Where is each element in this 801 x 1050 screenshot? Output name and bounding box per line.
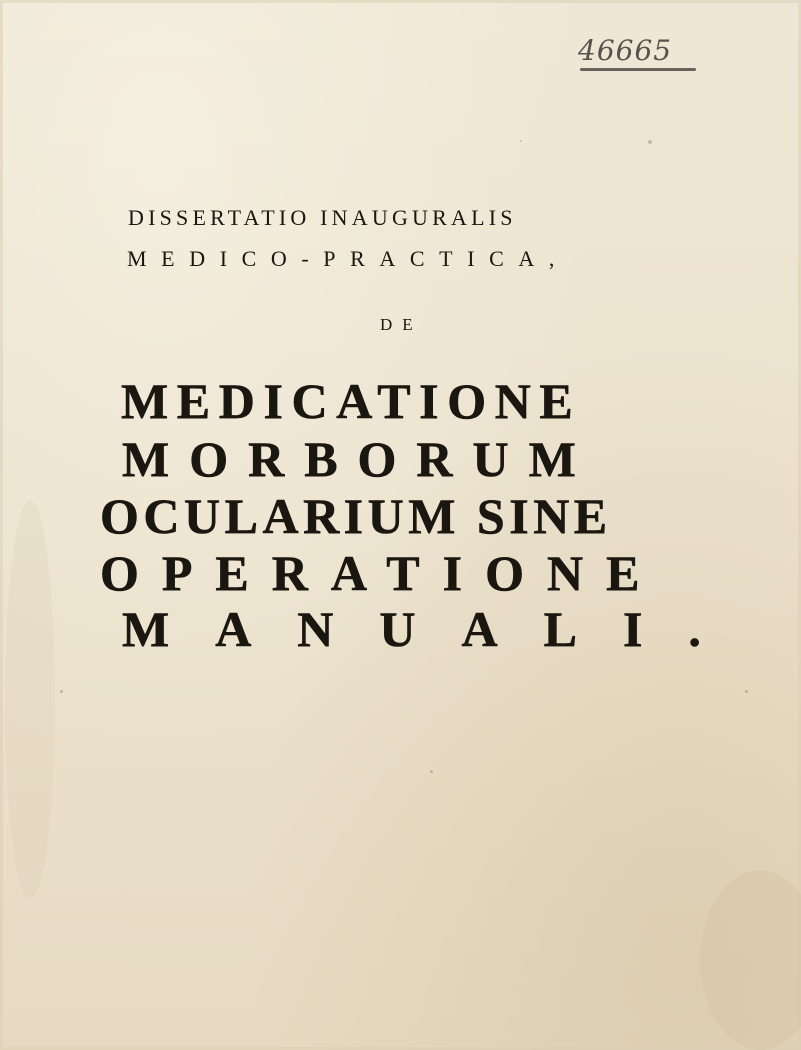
subject-line-operatione: OPERATIONE xyxy=(100,545,663,601)
paper-speck xyxy=(745,690,748,693)
title-line-de: DE xyxy=(380,315,423,334)
subject-line-medicatione: MEDICATIONE xyxy=(121,373,582,429)
title-line-medico-practica: MEDICO-PRACTICA, xyxy=(127,246,569,271)
shelfmark-underline xyxy=(580,68,696,71)
subject-line-manuali: MANUALI. xyxy=(122,601,747,657)
paper-speck xyxy=(520,140,522,142)
paper-speck xyxy=(60,690,63,693)
subject-line-morborum: MORBORUM xyxy=(122,431,596,487)
paper-speck xyxy=(430,770,433,773)
subject-line-ocularium-sine: OCULARIUM SINE xyxy=(100,488,612,544)
paper-speck xyxy=(648,140,652,144)
title-line-dissertatio: DISSERTATIO INAUGURALIS xyxy=(128,205,517,230)
shelfmark-handwritten: 46665 xyxy=(578,34,673,67)
